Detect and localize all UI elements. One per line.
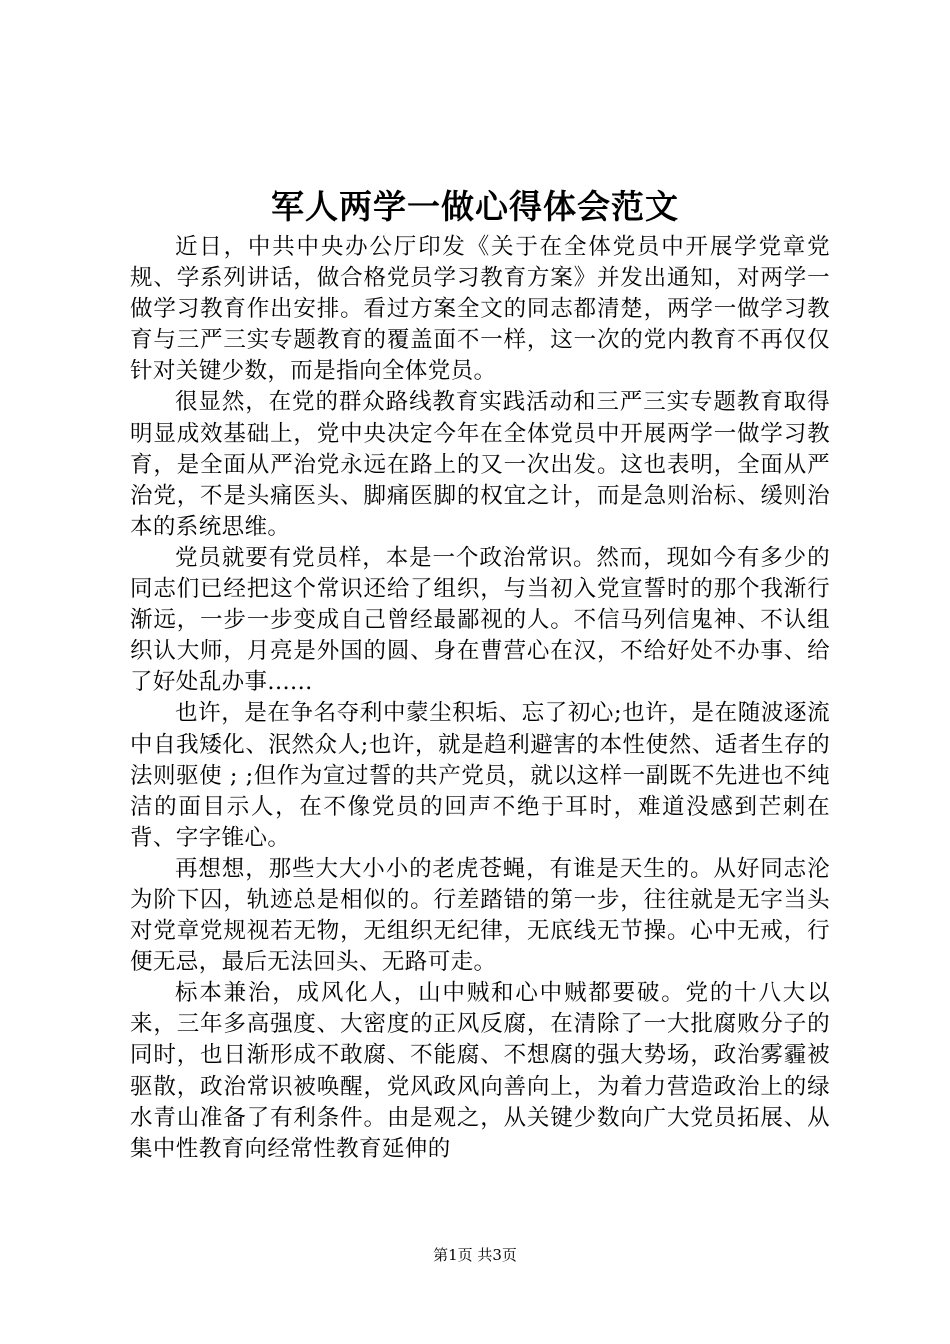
paragraph-5: 再想想，那些大大小小的老虎苍蝇，有谁是天生的。从好同志沦为阶下囚，轨迹总是相似的。行差踏错的第一步，往往就是无字当头对党章党规视若无物，无组织无纪律，无底线无节操。心中无戒，行便无忌，最后无法回头、无路可走。 [130,855,830,976]
document-body [130,232,830,1165]
paragraph-3: 党员就要有党员样，本是一个政治常识。然而，现如今有多少的同志们已经把这个常识还给了组织，与当初入党宣誓时的那个我渐行渐远，一步一步变成自己曾经最鄙视的人。不信马列信鬼神、不认组织认大师，月亮是外国的圆、身在曹营心在汉，不给好处不办事、给了好处乱办事...... [130,544,830,696]
paragraph-1: 近日，中共中央办公厅印发《关于在全体党员中开展学党章党规、学系列讲话，做合格党员学习教育方案》并发出通知，对两学一做学习教育作出安排。看过方案全文的同志都清楚，两学一做学习教育与三严三实专题教育的覆盖面不一样，这一次的党内教育不再仅仅针对关键少数，而是指向全体党员。 [130,234,830,385]
paragraph-4: 也许，是在争名夺利中蒙尘积垢、忘了初心;也许，是在随波逐流中自我矮化、泯然众人;也许，就是趋利避害的本性使然、适者生存的法则驱使 ; ;但作为宣过誓的共产党员，就以这样一副既不先进也不纯洁的面目示人，在不像党员的回声不绝于耳时，难道没感到芒刺在背、字字锥心。 [130,700,830,851]
document-title: 军人两学一做心得体会范文 [271,187,679,226]
page-footer: 第1页 共3页 [433,1246,517,1264]
paragraph-6: 标本兼治，成风化人，山中贼和心中贼都要破。党的十八大以来，三年多高强度、大密度的正风反腐，在清除了一大批腐败分子的同时，也日渐形成不敢腐、不能腐、不想腐的强大势场，政治雾霾被驱散，政治常识被唤醒，党风政风向善向上，为着力营造政治上的绿水青山准备了有利条件。由是观之，从关键少数向广大党员拓展、从集中性教育向经常性教育延伸的 [130,980,830,1162]
paragraph-2: 很显然，在党的群众路线教育实践活动和三严三实专题教育取得明显成效基础上，党中央决定今年在全体党员中开展两学一做学习教育，是全面从严治党永远在路上的又一次出发。这也表明，全面从严治党，不是头痛医头、脚痛医脚的权宜之计，而是急则治标、缓则治本的系统思维。 [130,389,830,540]
